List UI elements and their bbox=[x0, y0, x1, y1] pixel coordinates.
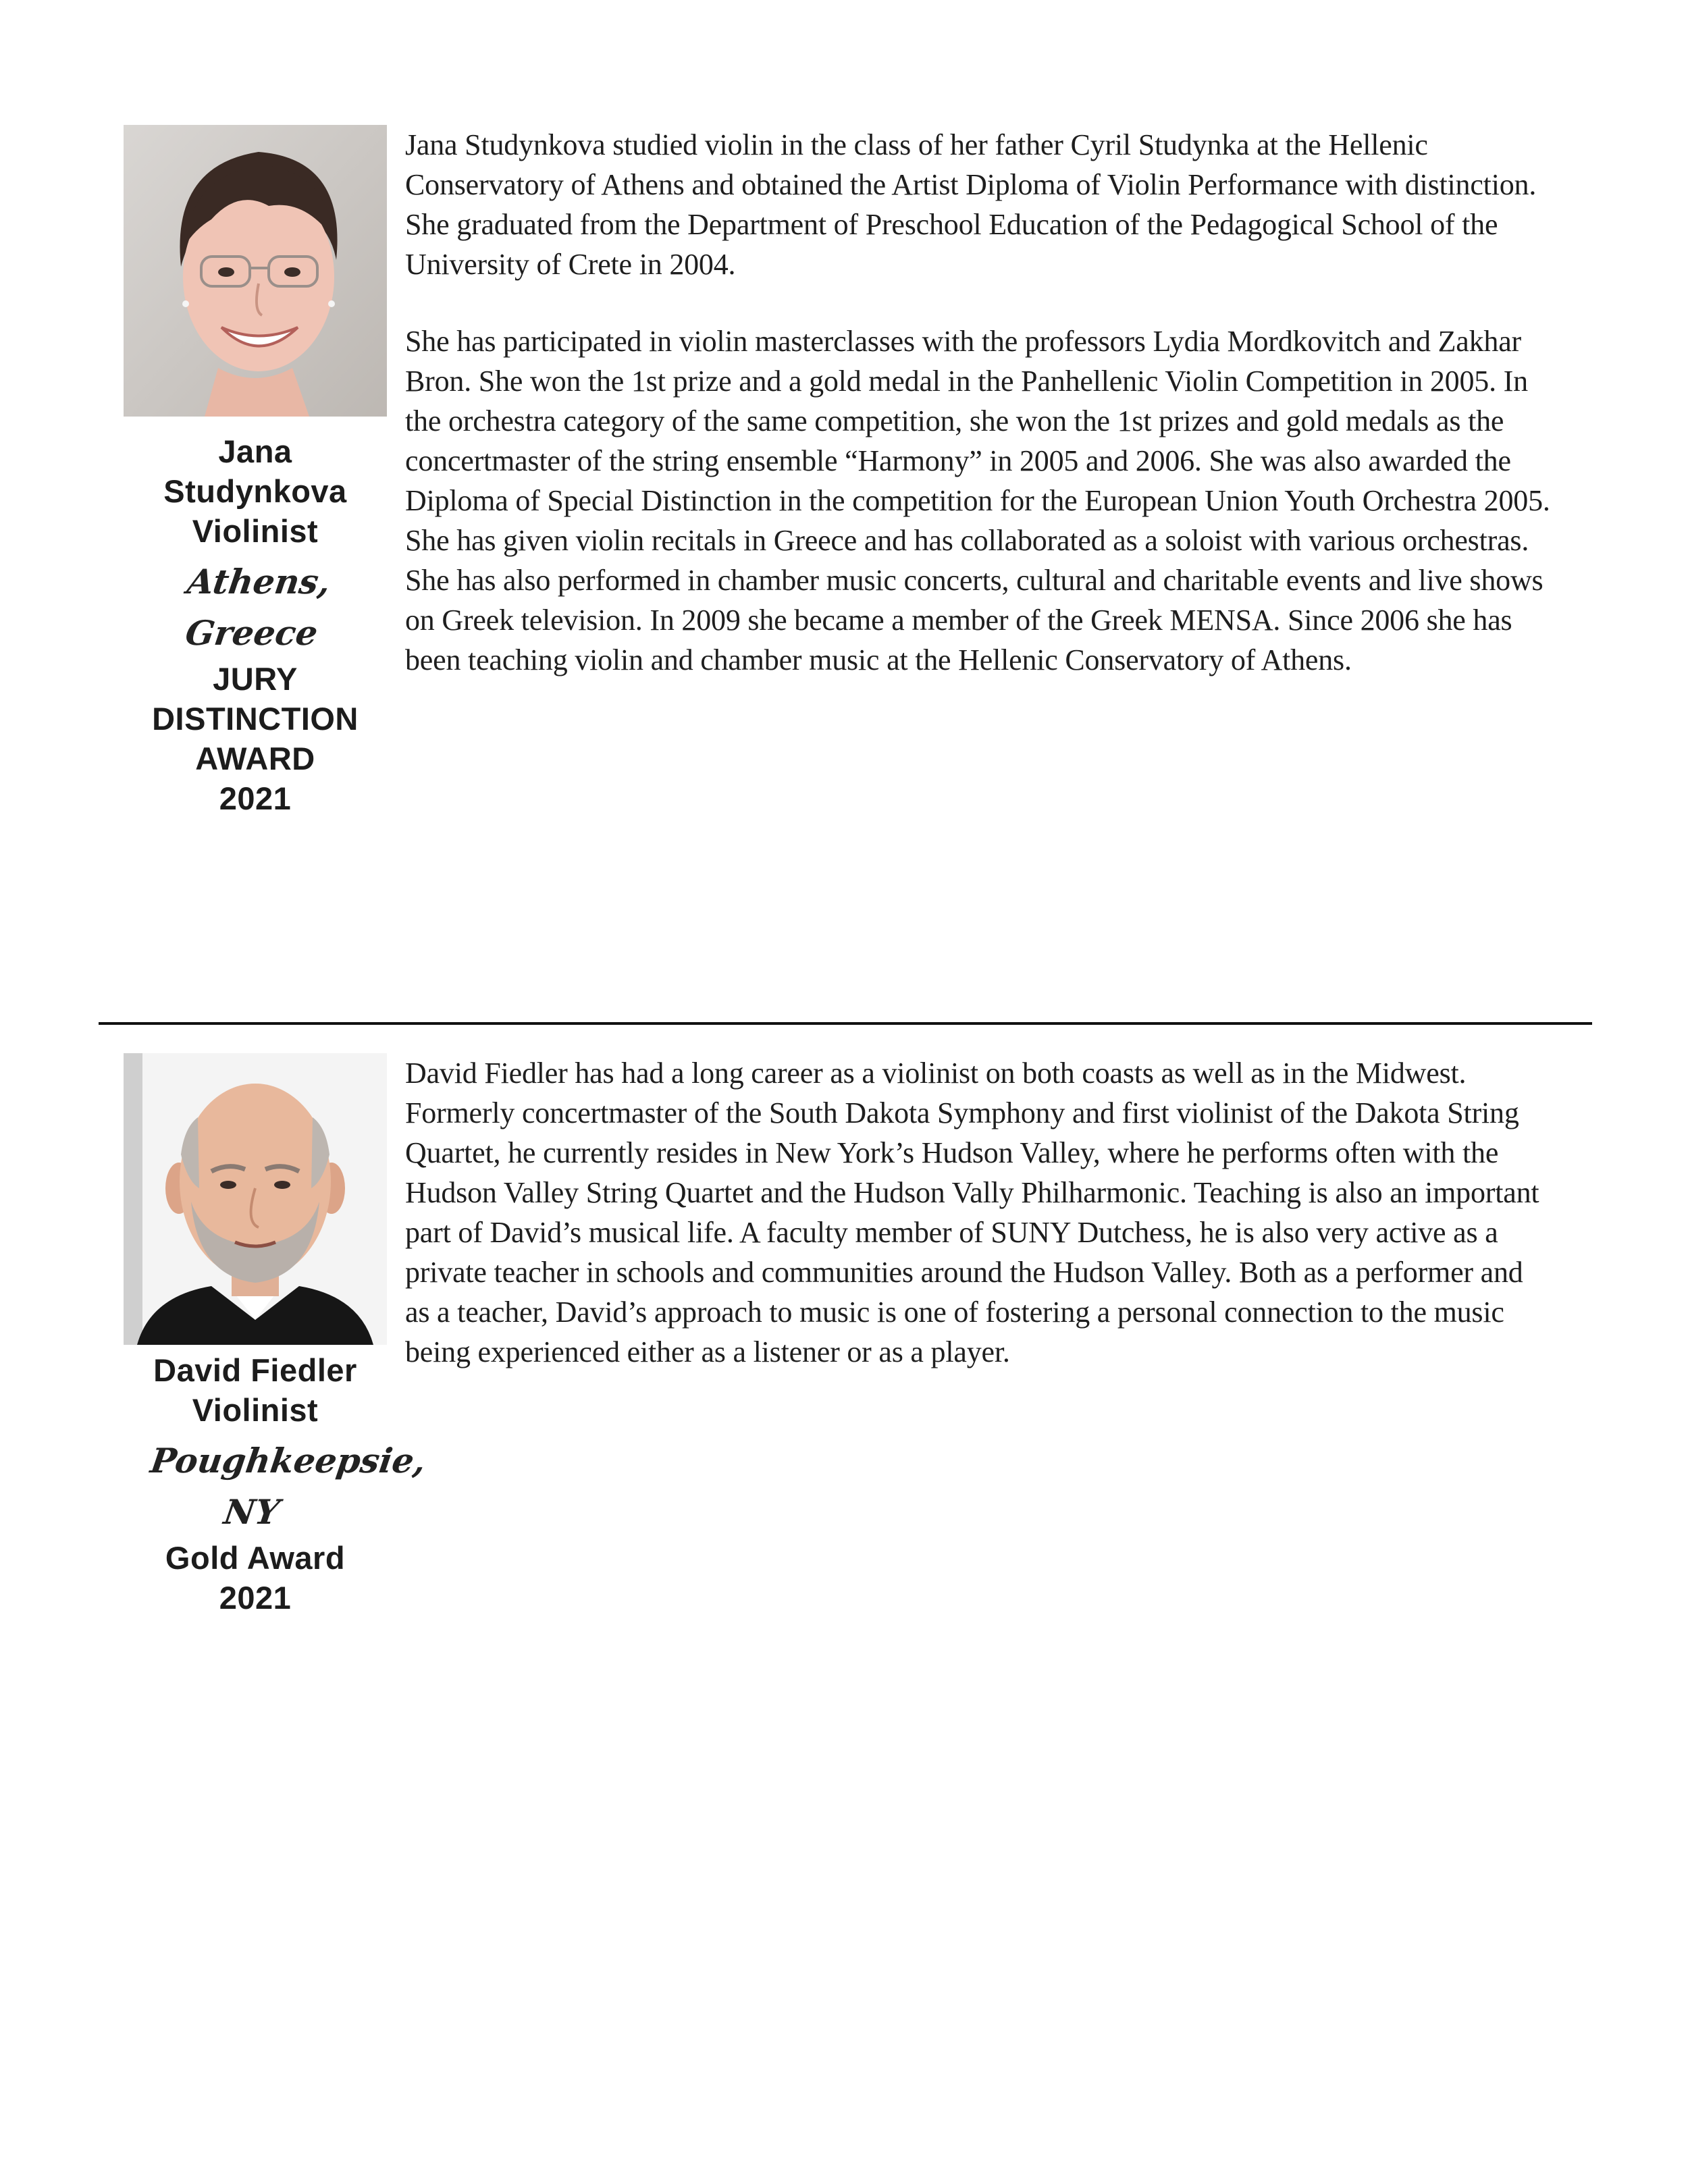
artist-name: David Fiedler bbox=[153, 1352, 357, 1388]
artist-location: Poughkeepsie, NY bbox=[148, 1441, 429, 1532]
bio-paragraph: Jana Studynkova studied violin in the class of her father Cyril Studynka at the Hellenic Conservatory of Athens and obtained the Artist Diploma of Violin Performance with distinction. She graduated from the Department of Preschool Education of the Pedagogical School of the University of Crete in 2004. bbox=[405, 128, 1537, 281]
bio-paragraph: David Fiedler has had a long career as a violinist on both coasts as well as in the Midwest. Formerly concertmaster of the South Dakota Symphony and first violinist of the Dakota String Quartet, he currently resides in New York’s Hudson Valley, where he performs often with the Hudson Valley String Quartet and the Hudson Vally Philharmonic. Teaching is also an important part of David’s musical life. A faculty member of SUNY Dutchess, he is also very active as a private teacher in schools and communities around the Hudson Valley. Both as a performer and as a teacher, David’s approach to music is one of fostering a personal connection to the music being experienced either as a listener or as a player. bbox=[405, 1057, 1539, 1368]
award-line-1: Gold Award bbox=[165, 1540, 346, 1576]
award-line-1: JURY bbox=[213, 661, 298, 697]
artist-instrument: Violinist bbox=[192, 513, 319, 549]
artist-instrument: Violinist bbox=[192, 1392, 319, 1428]
profile-card-jana-studynkova bbox=[0, 125, 1688, 1003]
portrait-photo bbox=[124, 1053, 387, 1345]
profile-card-david-fiedler bbox=[0, 1053, 1688, 1931]
award-line-2: DISTINCTION bbox=[152, 701, 359, 737]
artist-name-last: Studynkova bbox=[163, 473, 347, 509]
artist-biography bbox=[405, 1053, 1553, 1409]
artist-caption bbox=[118, 431, 392, 818]
portrait-man-bald-icon bbox=[124, 1053, 387, 1345]
portrait-photo bbox=[124, 125, 387, 417]
artist-name-first: Jana bbox=[218, 433, 292, 469]
award-year: 2021 bbox=[219, 1580, 292, 1616]
artist-caption bbox=[118, 1350, 429, 1618]
award-line-3: AWARD bbox=[195, 741, 315, 776]
portrait-woman-glasses-icon bbox=[124, 125, 387, 417]
section-divider bbox=[99, 1022, 1592, 1025]
artist-location: Athens, Greece bbox=[183, 562, 334, 653]
artist-biography bbox=[405, 125, 1553, 717]
bio-paragraph: She has participated in violin masterclasses with the professors Lydia Mordkovitch and Zakhar Bron. She won the 1st prize and a gold medal in the Panhellenic Violin Competition in 2005. In the orchestra category of the same competition, she won the 1st prizes and gold medals as the concertmaster of the string ensemble “Harmony” in 2005 and 2006. She was also awarded the Diploma of Special Distinction in the competition for the European Union Youth Orchestra 2005. She has given violin recitals in Greece and has collaborated as a soloist with various orchestras. She has also performed in chamber music concerts, cultural and charitable events and live shows on Greek television. In 2009 she became a member of the Greek MENSA. Since 2006 she has been teaching violin and chamber music at the Hellenic Conservatory of Athens. bbox=[405, 325, 1550, 676]
award-year: 2021 bbox=[219, 780, 292, 816]
